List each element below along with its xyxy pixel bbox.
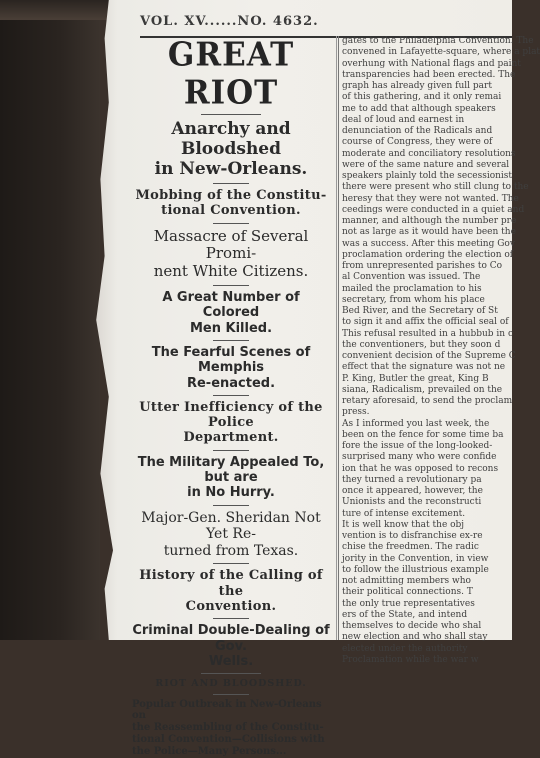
body-text-line: deal of loud and earnest in (342, 114, 465, 125)
body-text-line: from unrepresented parishes to Co (342, 261, 503, 271)
body-text-line: the only true representatives (342, 598, 475, 609)
body-text-line: al Convention was issued. The (342, 272, 481, 283)
body-text-line: effect that the signature was not ne (342, 362, 506, 373)
body-text-line: vention is to disfranchise ex-re (342, 531, 483, 541)
body-text-line: denunciation of the Radicals and (342, 126, 493, 136)
body-text-line: were of the same nature and several (342, 159, 510, 170)
body-text-line: ers of the State, and intend (342, 609, 468, 620)
headline-deck (132, 345, 330, 391)
column-rule (338, 36, 339, 640)
body-text-line: As I informed you last week, the (342, 418, 490, 429)
deck-line: The Fearful Scenes of Memphis (151, 344, 311, 376)
body-text-line: surprised many who were confide (342, 452, 497, 463)
body-text-line: overhung with National flags and paint (342, 58, 521, 69)
column-rule (336, 36, 337, 640)
body-text-line: moderate and conciliatory resolutions (342, 148, 516, 159)
body-text-line: the conventioners, but they soon d (342, 339, 501, 350)
deck-line: Re-enacted. (186, 375, 276, 391)
body-text-line: me to add that although speakers (342, 103, 496, 114)
headline-deck (132, 455, 330, 501)
body-text-line: manner, and although the number pre (342, 216, 517, 226)
body-text-line: jority in the Convention, in view (342, 553, 489, 564)
body-text-line: proclamation ordering the election of (342, 249, 514, 260)
lead-line: Popular Outbreak in New-Orleans on (132, 698, 322, 722)
divider (213, 340, 249, 341)
body-text-line: been on the fence for some time ba (342, 429, 504, 440)
deck-line: Major-Gen. Sheridan Not Yet Re- (141, 509, 321, 543)
lead-line: tional Convention—Collisions with (132, 733, 325, 745)
body-text-line: convened in Lafayette-square, where a plat (342, 47, 540, 58)
headline-deck (132, 290, 330, 336)
divider (213, 183, 249, 184)
headline-column (128, 36, 334, 757)
body-text-line: graph has already given full part (342, 81, 492, 91)
deck-line: in New-Orleans. (154, 159, 308, 180)
headline-deck (132, 623, 330, 669)
body-text-line: secretary, from whom his place (342, 294, 485, 305)
deck-line: The Military Appealed To, but are (137, 454, 325, 486)
divider (213, 395, 249, 396)
headline-deck (132, 400, 330, 446)
body-text-line: convenient decision of the Supreme C (342, 351, 516, 361)
body-text-line: It is well know that the obj (342, 519, 465, 530)
deck-line: Wells. (208, 653, 254, 669)
deck-line: Convention. (185, 599, 277, 614)
masthead (140, 8, 512, 38)
body-text-line: ceedings were conducted in a quiet and (342, 204, 525, 215)
body-text-line: Proclamation while the war w (342, 654, 479, 665)
body-text-line: ion that he was opposed to recons (342, 463, 499, 474)
body-text-line: of this gathering, and it only remai (342, 92, 502, 103)
body-text-line: new election and who shall stay (342, 632, 488, 643)
body-text-line: gates to the Philadelphia Convention. The (342, 36, 534, 46)
body-text-line: themselves to decide who shal (342, 621, 482, 631)
deck-line: tional Convention. (161, 203, 301, 219)
body-text-line: they turned a revolutionary pa (342, 474, 482, 485)
deck-line: History of the Calling of the (139, 568, 323, 599)
body-text-line: their political connections. T (342, 587, 473, 598)
body-text-line: transparencies had been erected. The (342, 69, 516, 80)
body-text-line: siana, Radicalism, prevailed on the (342, 384, 503, 395)
body-text-line: heresy that they were not wanted. The (342, 193, 519, 204)
headline-deck (132, 188, 330, 219)
deck-line: nent White Citizens. (153, 262, 309, 281)
body-text-line: not as large as it would have been the (342, 227, 516, 238)
body-text-line: This refusal resulted in a hubbub in c (342, 328, 513, 339)
deck-line: Massacre of Several Promi- (153, 226, 309, 263)
deck-line: Anarchy and Bloodshed (171, 119, 291, 160)
body-text-line: elected under the authority (342, 643, 468, 654)
divider (213, 450, 249, 451)
headline-deck (132, 228, 330, 281)
volume-number: VOL. XV......NO. 4632. (140, 14, 319, 29)
body-text-line: to follow the illustrious example (342, 564, 489, 575)
body-text-line: retary aforesaid, to send the proclam (342, 396, 513, 406)
divider (213, 505, 249, 506)
body-text-line: once it appeared, however, the (342, 486, 483, 496)
body-text-line: P. King, Butler the great, King B (342, 373, 489, 384)
divider (213, 618, 249, 619)
deck-line: A Great Number of Colored (162, 289, 300, 321)
deck-line: Men Killed. (189, 320, 273, 336)
divider (213, 563, 249, 564)
divider (213, 285, 249, 286)
headline-deck (132, 510, 330, 560)
background-left (0, 0, 100, 640)
body-text-line: to sign it and affix the official seal of (342, 317, 509, 328)
body-text-line: course of Congress, they were of (342, 137, 493, 148)
deck-line: Utter Inefficiency of the Police (139, 399, 323, 431)
article-column (342, 36, 540, 665)
deck-line: turned from Texas. (163, 542, 299, 559)
deck-line: Mobbing of the Constitu- (135, 188, 327, 204)
body-text-line: Unionists and the reconstructi (342, 497, 482, 508)
lead-line: the Reassembling of the Constitu- (132, 722, 324, 734)
body-text-line: chise the freedmen. The radic (342, 542, 479, 553)
deck-line: Criminal Double-Dealing of Gov. (132, 623, 330, 654)
body-text-line: press. (342, 407, 370, 418)
main-headline: GREAT RIOT (167, 36, 295, 112)
deck-line: Department. (183, 430, 279, 446)
headline-decks (128, 119, 334, 669)
headline-deck (132, 119, 330, 179)
body-text-line: was a success. After this meeting Gov (342, 238, 515, 249)
lead-paragraph (128, 699, 334, 758)
divider (213, 223, 249, 224)
divider (201, 673, 261, 674)
headline-deck (132, 568, 330, 614)
lead-line: the Police—Many Persons... (132, 745, 287, 757)
body-text-line: there were present who still clung to the (342, 182, 529, 193)
divider (213, 694, 249, 695)
divider (201, 114, 261, 115)
body-text-line: ture of intense excitement. (342, 508, 466, 519)
body-text-line: Bed River, and the Secretary of St (342, 306, 498, 316)
body-text-line: not admitting members who (342, 576, 471, 586)
body-text-line: mailed the proclamation to his (342, 283, 482, 294)
deck-line: in No Hurry. (187, 485, 275, 501)
body-text-line: speakers plainly told the secessionist (342, 171, 513, 181)
body-text-line: fore the issue of the long-looked- (342, 441, 493, 451)
subhead: RIOT AND BLOODSHED. (155, 678, 307, 690)
